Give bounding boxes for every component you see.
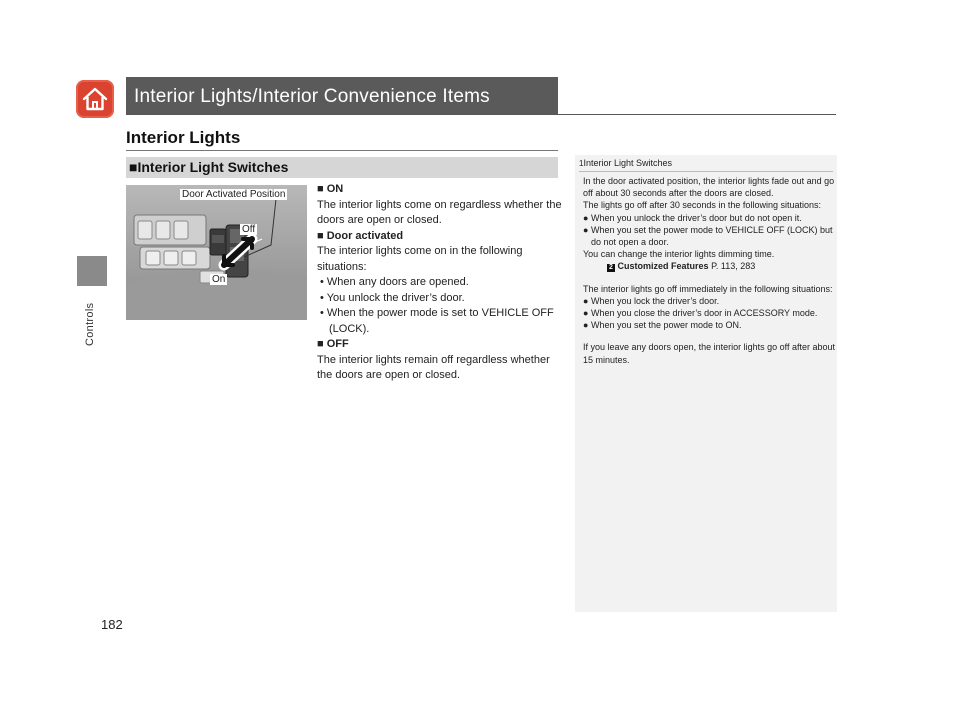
list-item-text: When you set the power mode to VEHICLE OFF (LOCK) but do not open a door. <box>590 224 833 248</box>
list-item-text: When any doors are opened. <box>326 276 469 288</box>
spacer <box>583 331 835 341</box>
note-divider <box>579 171 833 172</box>
list-item-text: When you set the power mode to ON. <box>590 320 742 331</box>
subsection-bar <box>126 157 558 178</box>
page-number: 182 <box>101 617 123 632</box>
list-item-text: When you lock the driver’s door. <box>590 295 720 306</box>
spacer <box>583 273 835 283</box>
on-heading: ■ ON <box>317 183 344 195</box>
cross-reference-arrow-icon: 2 <box>607 264 615 272</box>
subsection-heading-text: Interior Light Switches <box>137 159 289 175</box>
overhead-console-illustration <box>126 185 307 320</box>
home-button[interactable] <box>76 80 114 118</box>
subsection-heading: ■Interior Light Switches <box>129 159 289 175</box>
home-icon <box>81 86 109 112</box>
list-item: • You unlock the driver’s door. <box>320 291 465 304</box>
off-label: Off <box>242 224 256 235</box>
chapter-title-bar <box>126 77 558 114</box>
sidebar-chapter-label: Controls <box>84 302 96 346</box>
list-item: ● When you set the power mode to VEHICLE OFF (LOCK) but do not open a door. <box>583 224 833 248</box>
list-item: ● When you lock the driver’s door. <box>583 295 720 306</box>
list-item: ● When you unlock the driver’s door but do not open it. <box>583 212 802 223</box>
on-label: On <box>212 274 226 285</box>
interior-light-switch-photo <box>126 185 307 320</box>
list-item: • When the power mode is set to VEHICLE OFF (LOCK). <box>320 307 554 335</box>
note-paragraph: The interior lights go off immediately in the following situations: <box>583 283 833 294</box>
list-item: ● When you set the power mode to ON. <box>583 320 742 331</box>
chapter-title: Interior Lights/Interior Convenience Items <box>134 86 490 107</box>
note-paragraph: If you leave any doors open, the interior lights go off after about 15 minutes. <box>583 342 835 365</box>
list-item: ● When you close the driver’s door in ACCESSORY mode. <box>583 308 818 319</box>
list-item-text: When you close the driver’s door in ACCESSORY mode. <box>590 308 818 319</box>
sidebar-chapter-tab[interactable] <box>77 256 107 286</box>
door-activated-label: Door Activated Position <box>182 189 286 200</box>
cross-reference-pages: P. 113, 283 <box>711 261 756 272</box>
note-paragraph: You can change the interior lights dimming time. <box>583 249 775 260</box>
section-heading: Interior Lights <box>126 128 241 147</box>
body-text <box>317 182 562 384</box>
door-activated-heading: ■ Door activated <box>317 229 404 242</box>
list-item: • When any doors are opened. <box>320 276 469 288</box>
note-heading-text: Interior Light Switches <box>583 158 672 168</box>
side-note-box <box>575 155 837 612</box>
off-description: The interior lights remain off regardless whether the doors are open or closed. <box>317 353 550 381</box>
cross-reference-title: Customized Features <box>617 261 709 272</box>
door-activated-heading-text: Door activated <box>326 229 404 242</box>
note-paragraph: The lights go off after 30 seconds in the following situations: <box>583 200 821 211</box>
cross-reference-link[interactable] <box>583 260 835 272</box>
on-heading-text: ON <box>326 183 344 195</box>
section-divider <box>126 150 558 151</box>
note-heading: 1Interior Light Switches <box>579 158 672 168</box>
note-paragraph: In the door activated position, the interior lights fade out and go off about 30 seconds after the doors are closed. <box>583 176 835 199</box>
door-activated-intro: The interior lights come on in the following situations: <box>317 245 523 273</box>
title-divider <box>126 114 836 115</box>
off-heading: ■ OFF <box>317 338 349 350</box>
list-item-text: When the power mode is set to VEHICLE OFF (LOCK). <box>326 307 554 335</box>
list-item-text: When you unlock the driver’s door but do not open it. <box>590 212 802 223</box>
note-body <box>583 175 835 366</box>
list-item-text: You unlock the driver’s door. <box>326 291 465 304</box>
on-description: The interior lights come on regardless whether the doors are open or closed. <box>317 198 562 226</box>
off-heading-text: OFF <box>326 338 349 350</box>
